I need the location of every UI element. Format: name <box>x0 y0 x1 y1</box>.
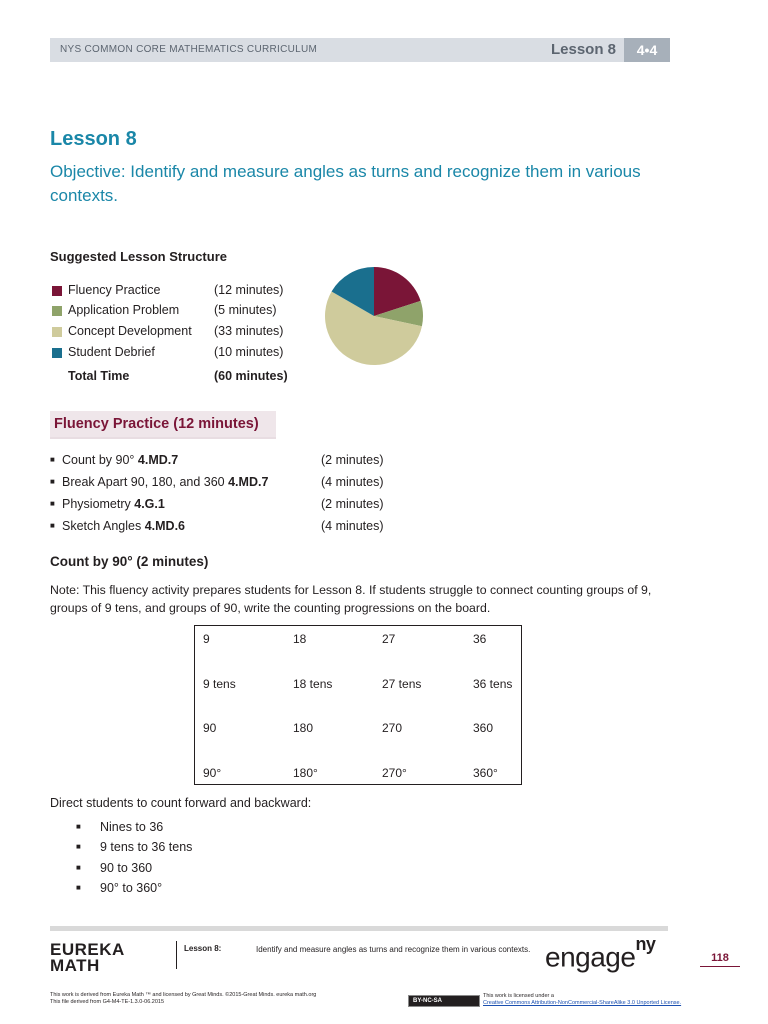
fluency-item-standard: 4.MD.7 <box>137 453 179 467</box>
table-cell: 18 <box>293 632 307 646</box>
license-line-1: This work is licensed under a <box>483 993 554 999</box>
logo-line-1: EUREKA <box>50 940 125 959</box>
total-duration: (60 minutes) <box>214 369 288 383</box>
license-notice <box>483 993 681 1007</box>
engage-sup: ny <box>635 934 656 954</box>
license-link[interactable]: Creative Commons Attribution-NonCommercial-ShareAlike 3.0 Unported License. <box>483 1000 682 1006</box>
fluency-heading: Fluency Practice (12 minutes) <box>54 416 259 432</box>
fluency-item-text: Physiometry <box>62 497 135 511</box>
fluency-item-text: Sketch Angles <box>62 519 145 533</box>
structure-item-duration: (12 minutes) <box>214 283 284 297</box>
bullet-icon: ■ <box>50 477 55 486</box>
direction-text: 90° to 360° <box>100 881 163 895</box>
table-cell: 27 <box>382 632 396 646</box>
header-lesson: Lesson 8 <box>550 41 616 58</box>
legend-swatch <box>52 306 62 316</box>
table-cell: 90° <box>203 766 222 780</box>
structure-item-label: Student Debrief <box>68 345 155 359</box>
direction-text: 90 to 360 <box>100 861 153 875</box>
legal-notice <box>50 992 316 1006</box>
bullet-icon: ■ <box>76 883 81 892</box>
engage-text: engage <box>545 941 636 973</box>
logo-line-2: MATH <box>50 956 100 975</box>
structure-item-label: Fluency Practice <box>68 283 161 297</box>
bullet-icon: ■ <box>50 521 55 530</box>
table-cell: 180° <box>293 766 318 780</box>
table-cell: 90 <box>203 721 217 735</box>
footer-separator <box>176 941 177 969</box>
structure-item-label: Concept Development <box>68 324 192 338</box>
page-header <box>50 38 670 62</box>
legend-swatch <box>52 286 62 296</box>
bullet-icon: ■ <box>50 455 55 464</box>
fluency-item-duration: (4 minutes) <box>321 519 384 533</box>
fluency-item-duration: (4 minutes) <box>321 475 384 489</box>
table-cell: 36 <box>473 632 487 646</box>
footer-divider <box>50 926 668 931</box>
fluency-item-duration: (2 minutes) <box>321 497 384 511</box>
footer-lesson-label: Lesson 8: <box>184 944 222 953</box>
legal-line-1: This work is derived from Eureka Math ™ and licensed by Great Minds. ©2015-Great Minds. eureka math.org <box>50 992 317 998</box>
count-section-heading: Count by 90° (2 minutes) <box>50 554 209 569</box>
count-section-note: Note: This fluency activity prepares students for Lesson 8. If students struggle to connect counting groups of 9, groups of 9 tens, and groups of 90, write the counting progressions on the board. <box>50 583 652 615</box>
header-module: 4•4 <box>624 38 670 62</box>
legal-line-2: This file derived from G4-M4-TE-1.3.0-06.2015 <box>50 999 165 1005</box>
lesson-structure-pie-chart <box>322 264 426 368</box>
direction-text: 9 tens to 36 tens <box>100 840 193 854</box>
structure-item-duration: (5 minutes) <box>214 303 277 317</box>
bullet-icon: ■ <box>76 842 81 851</box>
bullet-icon: ■ <box>50 499 55 508</box>
table-cell: 9 tens <box>203 677 236 691</box>
table-cell: 270° <box>382 766 407 780</box>
structure-item-duration: (33 minutes) <box>214 324 284 338</box>
table-cell: 18 tens <box>293 677 333 691</box>
eureka-math-logo <box>50 942 125 974</box>
structure-item-label: Application Problem <box>68 303 180 317</box>
legend-swatch <box>52 348 62 358</box>
fluency-item-text: Break Apart 90, 180, and 360 <box>62 475 229 489</box>
lesson-title: Lesson 8 <box>50 128 137 150</box>
fluency-heading-box <box>50 411 276 439</box>
structure-item-duration: (10 minutes) <box>214 345 284 359</box>
table-cell: 180 <box>293 721 314 735</box>
fluency-item-duration: (2 minutes) <box>321 453 384 467</box>
fluency-item-text: Count by 90° <box>62 453 138 467</box>
curriculum-title: NYS COMMON CORE MATHEMATICS CURRICULUM <box>60 44 318 55</box>
table-cell: 9 <box>203 632 210 646</box>
direction-text: Nines to 36 <box>100 820 164 834</box>
bullet-icon: ■ <box>76 822 81 831</box>
structure-heading: Suggested Lesson Structure <box>50 249 227 264</box>
fluency-item-standard: 4.MD.7 <box>228 475 269 489</box>
creative-commons-badge <box>408 995 480 1007</box>
table-cell: 27 tens <box>382 677 422 691</box>
lesson-objective: Objective: Identify and measure angles as turns and recognize them in various contexts. <box>50 162 641 205</box>
table-cell: 270 <box>382 721 403 735</box>
legend-swatch <box>52 327 62 337</box>
bullet-icon: ■ <box>76 863 81 872</box>
counting-table <box>194 625 522 785</box>
total-label: Total Time <box>68 369 130 383</box>
table-cell: 360° <box>473 766 498 780</box>
page-number: 118 <box>700 952 740 967</box>
engageny-logo <box>545 934 656 973</box>
direct-students-text: Direct students to count forward and backward: <box>50 796 312 810</box>
table-cell: 360 <box>473 721 494 735</box>
table-cell: 36 tens <box>473 677 513 691</box>
cc-badge-text: BY-NC-SA <box>413 998 443 1004</box>
footer-objective: Identify and measure angles as turns and recognize them in various contexts. <box>256 945 531 954</box>
fluency-item-standard: 4.G.1 <box>134 497 165 511</box>
fluency-item-standard: 4.MD.6 <box>144 519 185 533</box>
